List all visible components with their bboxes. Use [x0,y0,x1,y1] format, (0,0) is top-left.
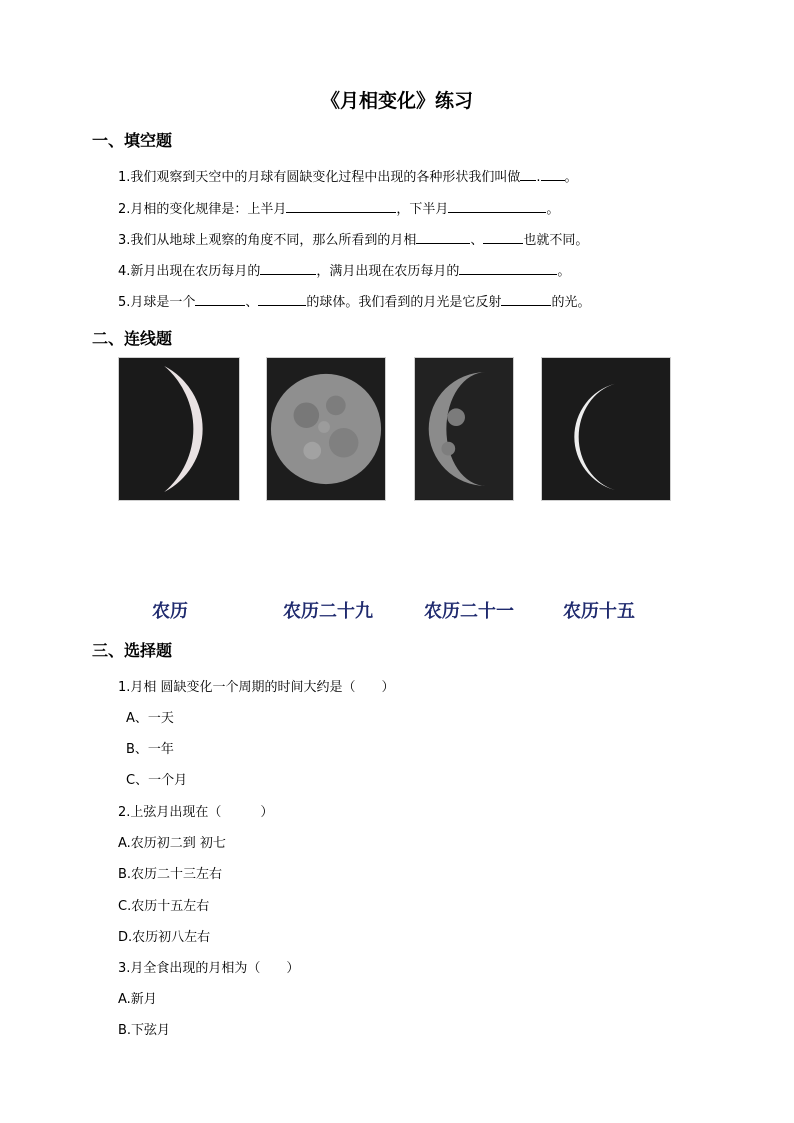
fill-question-5: 5.月球是一个 、 的球体。我们看到的月光是它反射 的光。 [118,295,591,310]
choice-option[interactable]: C.农历十五左右 [118,899,210,914]
answer-blank[interactable] [448,200,546,213]
answer-blank[interactable] [541,168,565,181]
fill-question-2: 2.月相的变化规律是：上半月 ，下半月 。 [118,202,560,217]
lunar-label-3: 农历二十一 [424,601,514,622]
section-heading-fill: 一、填空题 [92,131,173,150]
section-heading-match: 二、连线题 [92,329,173,348]
lunar-label-4: 农历十五 [563,601,635,622]
answer-blank[interactable] [286,200,396,213]
moon-photo-crescent-left[interactable] [541,357,671,501]
lunar-label-2: 农历二十九 [283,601,373,622]
answer-blank[interactable] [483,231,523,244]
moon-half-left-image [415,358,513,500]
fill-question-4: 4.新月出现在农历每月的 ，满月出现在农历每月的 。 [118,264,571,279]
fill-question-1: 1.我们观察到天空中的月球有圆缺变化过程中出现的各种形状我们叫做 . 。 [118,170,578,185]
choice-option[interactable]: A、一天 [126,711,174,726]
moon-full-image [267,358,385,500]
choice-question-1-stem: 1.月相 圆缺变化一个周期的时间大约是（ ） [118,680,395,695]
choice-option[interactable]: A.农历初二到 初七 [118,836,226,851]
lunar-label-1: 农历 [152,601,188,622]
answer-blank[interactable] [260,262,316,275]
fill-question-3: 3.我们从地球上观察的角度不同，那么所看到的月相 、 也就不同。 [118,233,589,248]
choice-option[interactable]: B.下弦月 [118,1023,171,1038]
answer-blank[interactable] [501,293,551,306]
answer-blank[interactable] [520,168,536,181]
moon-photo-full[interactable] [266,357,386,501]
page-title: 《月相变化》练习 [320,90,473,112]
answer-blank[interactable] [416,231,470,244]
choice-option[interactable]: A.新月 [118,992,157,1007]
moon-crescent-right-image [119,358,239,500]
choice-question-2-stem: 2.上弦月出现在（ ） [118,805,274,820]
choice-option[interactable]: D.农历初八左右 [118,930,211,945]
choice-question-3-stem: 3.月全食出现的月相为（ ） [118,961,300,976]
moon-crescent-left-image [542,358,670,500]
choice-option[interactable]: C、一个月 [126,773,188,788]
answer-blank[interactable] [195,293,245,306]
section-heading-choice: 三、选择题 [92,641,173,660]
moon-photo-half-left[interactable] [414,357,514,501]
answer-blank[interactable] [258,293,306,306]
answer-blank[interactable] [459,262,557,275]
choice-option[interactable]: B.农历二十三左右 [118,867,223,882]
moon-photo-crescent-right[interactable] [118,357,240,501]
choice-option[interactable]: B、一年 [126,742,174,757]
